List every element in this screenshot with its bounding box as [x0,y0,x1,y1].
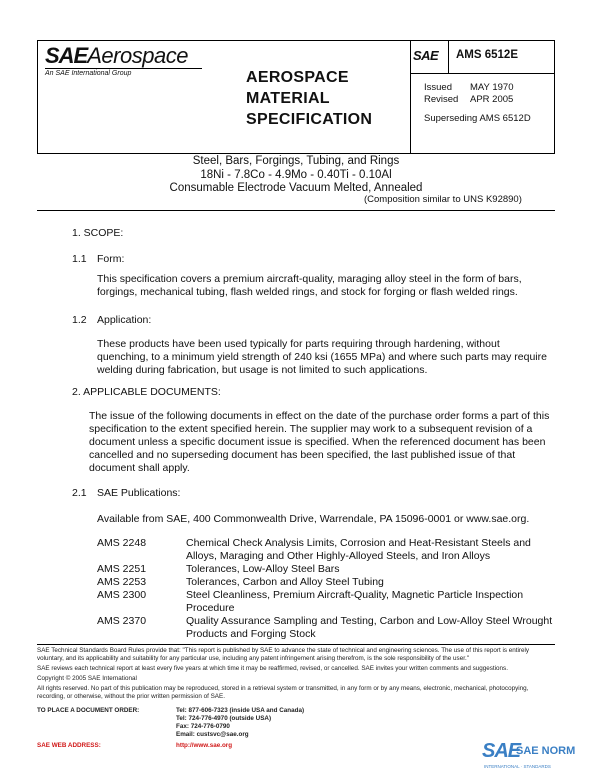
section-1-1-text: This specification covers a premium aircraft-quality, maraging alloy steel in the form of bars, forgings, mechanical tubing, flash welded rings, and stock for forging or flash welded rings. [97,273,522,298]
material-title-line-3: Consumable Electrode Vacuum Melted, Annealed [169,182,423,194]
section-1-1-num: 1.1 [72,253,87,265]
footer-copyright: Copyright © 2005 SAE International [37,675,137,682]
logo-rule [45,68,202,69]
fax: Fax: 724-776-0790 [176,723,230,730]
material-title-block [37,155,555,196]
doc-id: AMS 2370 [97,615,147,627]
mini-sae-logo: SAE [413,48,439,63]
header-divider-mini [448,40,449,74]
issued-date: MAY 1970 [470,82,514,93]
web-label: SAE WEB ADDRESS: [37,742,101,749]
web-url-link[interactable]: http://www.sae.org [176,742,233,749]
spec-title-line-1: AEROSPACE [246,69,349,86]
revised-date: APR 2005 [470,93,514,105]
footer-rights: All rights reserved. No part of this publication may be reproduced, stored in a retrieval system or transmitted, in any form or by any means, electronic, mechanical, photocopying, recording, or otherwise, without the prior written permission of SAE. [37,685,529,700]
spec-title-line-3: SPECIFICATION [246,111,373,128]
section-1-1-title: Form: [97,253,125,265]
doc-id: AMS 2248 [97,537,147,549]
footer-rules: SAE Technical Standards Board Rules provide that: "This report is published by SAE to advance the state of technical and engineering sciences. The use of this report is entirely voluntary, and its applicability and suitability for any particular use, including any patent infringement arising therefrom, is the sole responsibility of the user." [37,647,530,662]
issued-label: Issued [424,82,452,93]
superseding-note: Superseding AMS 6512D [424,113,531,124]
doc-id: AMS 2253 [97,576,147,588]
doc-id: AMS 2300 [97,589,147,601]
issue-block [424,82,531,125]
revised-label: Revised [424,93,459,105]
footer-block [37,647,557,701]
doc-title: Tolerances, Low-Alloy Steel Bars [186,563,340,575]
section-1-2-title: Application: [97,314,152,326]
sae-aerospace-logo [45,43,215,77]
email: Email: custsvc@sae.org [176,731,249,738]
section-2-text: The issue of the following documents in effect on the date of the purchase order forms a part of this specification to the extent specified herein. The supplier may work to a subsequent revision of a document unless a specific document issue is specified. When the referenced document has been cancelled and no superseding document has been specified, the last published issue of that document shall apply. [89,410,550,474]
doc-id: AMS 2251 [97,563,147,575]
section-1-2-text: These products have been used typically for parts requiring through hardening, without quenching, to a minimum yield strength of 240 ksi (1655 MPa) and where such parts may require welding during fabrication, but usage is not limited to such applications. [97,338,547,376]
spec-title [246,67,372,130]
doc-number: AMS 6512E [456,49,519,61]
section-1-2-num: 1.2 [72,314,87,326]
document-list [97,537,555,641]
doc-title: Steel Cleanliness, Premium Aircraft-Quality, Magnetic Particle Inspection Procedure [186,589,524,614]
section-1-heading: 1. SCOPE: [72,227,124,239]
header-divider-h [410,73,554,74]
header-divider-left [410,40,411,153]
section-2-heading: 2. APPLICABLE DOCUMENTS: [72,386,221,398]
doc-title: Quality Assurance Sampling and Testing, Carbon and Low-Alloy Steel Wrought Products and Forging Stock [186,615,553,640]
section-2-1-title: SAE Publications: [97,487,181,499]
section-2-1-num: 2.1 [72,487,87,499]
doc-row [97,615,555,641]
material-title-line-2: 18Ni - 7.8Co - 4.9Mo - 0.40Ti - 0.10Al [200,168,392,181]
footer-rule [37,644,555,645]
logo-aerospace-text: Aerospace [87,43,188,68]
title-rule [37,210,555,211]
logo-tagline: An SAE International Group [45,70,132,77]
order-contacts [176,707,304,739]
composition-note: (Composition similar to UNS K92890) [364,194,522,205]
doc-row [97,576,555,589]
doc-row [97,589,555,615]
tel-outside: Tel: 724-776-4970 (outside USA) [176,715,272,722]
watermark-norm-text: SAE NORM [516,745,576,757]
material-title-line-1: Steel, Bars, Forgings, Tubing, and Rings [192,155,400,167]
watermark-sae-logo: SAE [482,740,521,762]
sae-norm-watermark [480,740,598,774]
tel-usa: Tel: 877-606-7323 (inside USA and Canada) [176,707,305,714]
section-2-1-text: Available from SAE, 400 Commonwealth Drive, Warrendale, PA 15096-0001 or www.sae.org. [97,513,530,525]
doc-title: Chemical Check Analysis Limits, Corrosion and Heat-Resistant Steels and Alloys, Maraging and Other Highly-Alloyed Steels, and Iron Alloys [186,537,531,562]
logo-sae-text: SAE [45,43,88,68]
doc-row [97,537,555,563]
footer-review: SAE reviews each technical report at least every five years at which time it may be reaffirmed, revised, or cancelled. SAE invites your written comments and suggestions. [37,665,508,672]
doc-row [97,563,555,576]
order-label: TO PLACE A DOCUMENT ORDER: [37,707,140,714]
doc-title: Tolerances, Carbon and Alloy Steel Tubing [186,576,384,588]
spec-title-line-2: MATERIAL [246,90,330,107]
watermark-small-text: INTERNATIONAL · STANDARDS [484,764,551,769]
